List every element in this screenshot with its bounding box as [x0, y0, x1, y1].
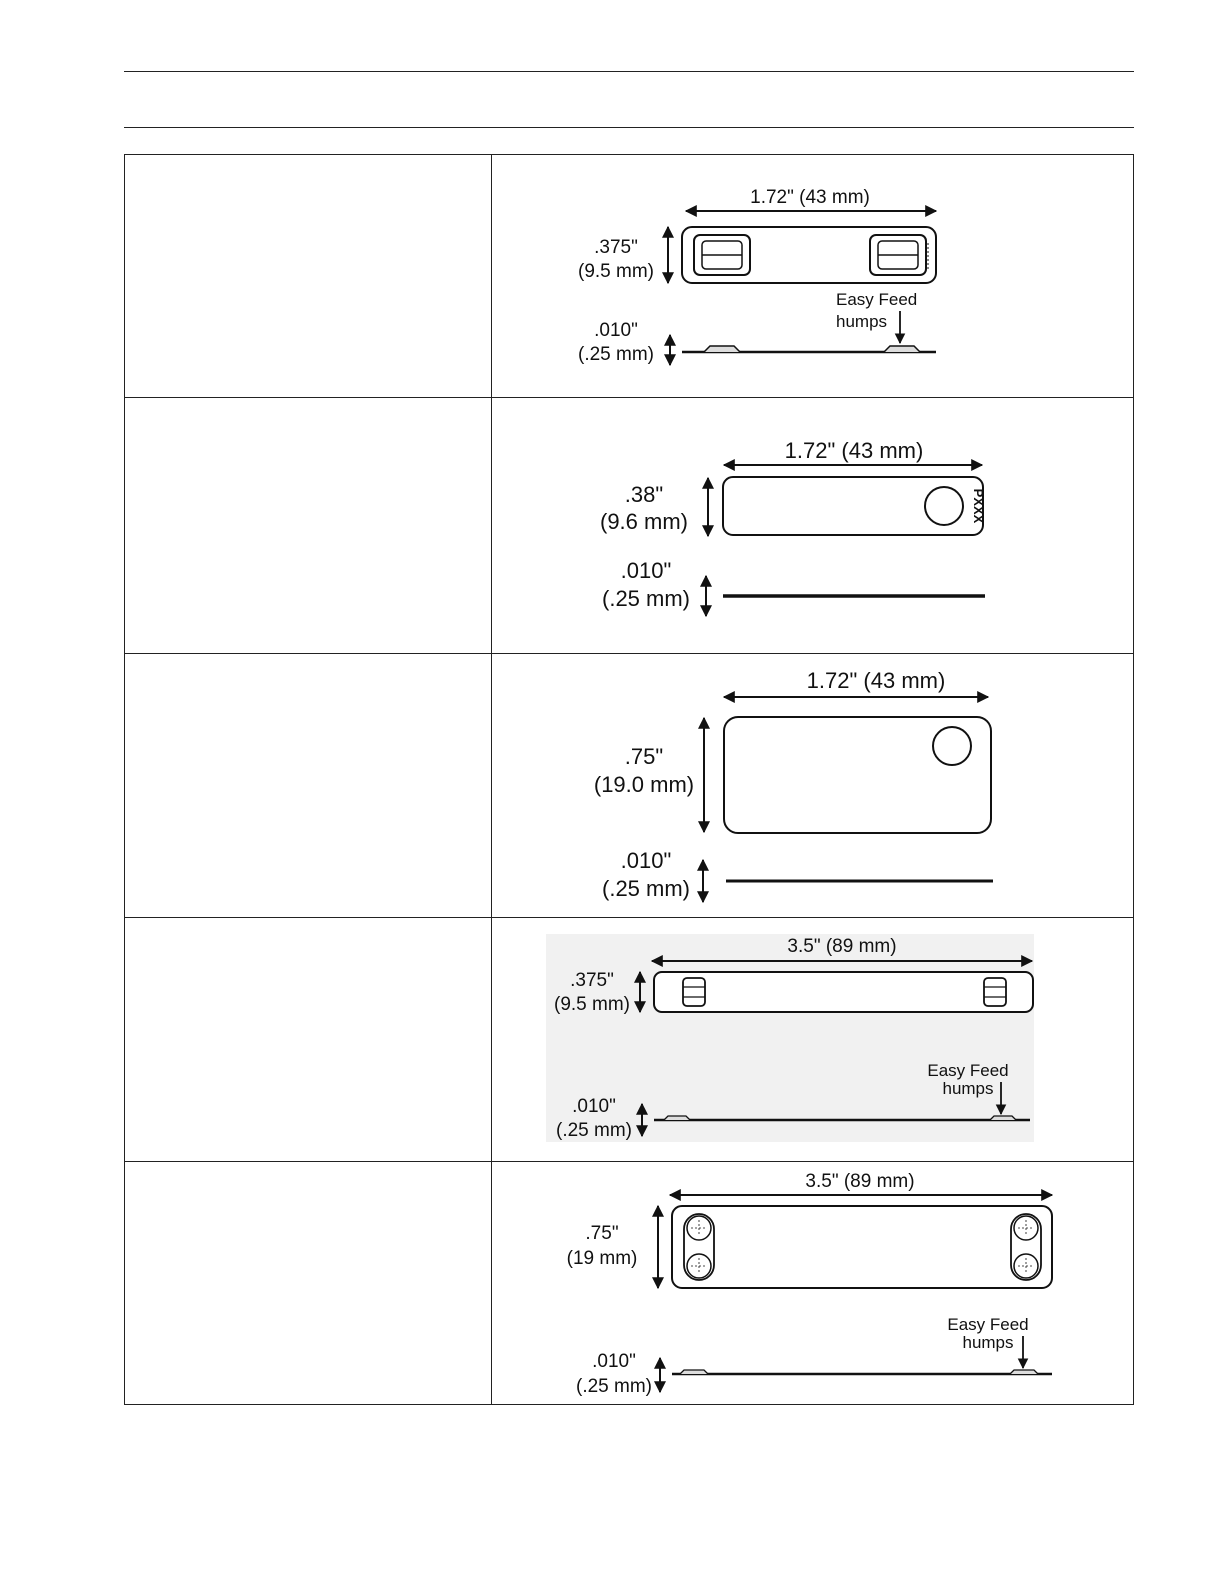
height-label-line-2: (9.5 mm): [554, 994, 630, 1015]
marker-spec-table: [124, 154, 1134, 1405]
table-row: [125, 398, 1134, 654]
width-label: 3.5" (89 mm): [787, 936, 897, 957]
feed-slot-left: [684, 1214, 714, 1280]
height-label-line-1: .38": [624, 482, 664, 507]
description-cell: [125, 654, 492, 918]
feed-slot-right: [870, 235, 928, 275]
height-label-line-2: (9.6 mm): [600, 509, 688, 534]
callout-line-2: humps: [962, 1333, 1014, 1352]
width-label: 1.72" (43 mm): [806, 668, 946, 693]
thickness-label-line-1: .010": [592, 1351, 636, 1372]
feed-slot-left: [694, 235, 750, 275]
description-cell: [125, 398, 492, 654]
height-label-line-1: .375": [570, 970, 614, 991]
thickness-label-line-1: .010": [620, 558, 672, 583]
height-label-line-1: .75": [585, 1223, 619, 1244]
thickness-label-line-2: (.25 mm): [556, 1120, 632, 1141]
marker-drawing-2: [492, 398, 1134, 652]
height-label-line-2: (19 mm): [566, 1248, 638, 1269]
callout-line-2: humps: [836, 312, 888, 331]
callout-line-1: Easy Feed: [836, 290, 918, 309]
marker-drawing-1: [492, 155, 1134, 396]
width-label: 1.72" (43 mm): [784, 438, 924, 463]
drawing-cell: [492, 398, 1134, 654]
table-row: [125, 918, 1134, 1162]
marker-plate: [654, 972, 1033, 1012]
thickness-label-line-1: .010": [620, 848, 672, 873]
height-label-line-2: (19.0 mm): [593, 772, 695, 797]
drawing-cell: [492, 918, 1134, 1162]
thickness-label-line-1: .010": [594, 320, 638, 341]
callout-line-2: humps: [942, 1079, 994, 1098]
thickness-label-line-2: (.25 mm): [576, 1376, 652, 1397]
feed-slot-right: [1011, 1214, 1041, 1280]
table-row: [125, 1162, 1134, 1405]
height-label-line-1: .375": [594, 237, 638, 258]
plate-marking: PXXX: [971, 488, 986, 524]
description-cell: [125, 918, 492, 1162]
thickness-label-line-2: (.25 mm): [602, 876, 690, 901]
header-rule-bottom: [124, 127, 1134, 128]
thickness-label-line-2: (.25 mm): [602, 586, 690, 611]
table-row: [125, 155, 1134, 398]
height-label-line-1: .75": [624, 744, 664, 769]
mounting-hole: [925, 487, 963, 525]
marker-drawing-3: [492, 654, 1134, 916]
width-label: 1.72" (43 mm): [750, 187, 870, 208]
marker-drawing-4: [492, 918, 1134, 1160]
drawing-cell: [492, 155, 1134, 398]
mounting-hole: [933, 727, 971, 765]
header-rule-top: [124, 71, 1134, 72]
height-label-line-2: (9.5 mm): [578, 261, 654, 282]
drawing-cell: [492, 654, 1134, 918]
marker-drawing-5: [492, 1162, 1134, 1403]
description-cell: [125, 1162, 492, 1405]
width-label: 3.5" (89 mm): [805, 1171, 915, 1192]
marker-plate: [672, 1206, 1052, 1288]
marker-plate: [723, 477, 983, 535]
description-cell: [125, 155, 492, 398]
drawing-background: [546, 934, 1034, 1142]
table-row: [125, 654, 1134, 918]
marker-side-profile: [672, 1370, 1052, 1374]
drawing-cell: [492, 1162, 1134, 1405]
thickness-label-line-2: (.25 mm): [578, 344, 654, 365]
callout-line-1: Easy Feed: [927, 1061, 1009, 1080]
marker-side-profile: [682, 346, 936, 352]
callout-line-1: Easy Feed: [947, 1315, 1029, 1334]
marker-plate: [724, 717, 991, 833]
thickness-label-line-1: .010": [572, 1096, 616, 1117]
